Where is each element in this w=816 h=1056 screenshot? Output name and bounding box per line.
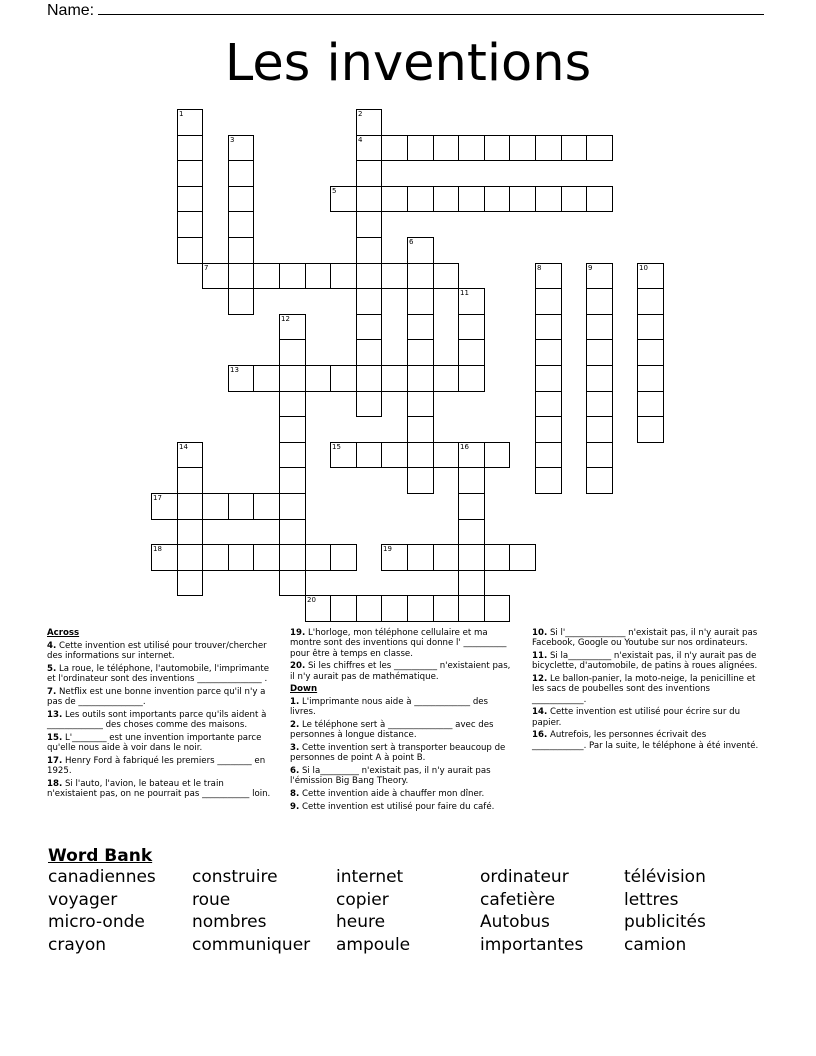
crossword-cell[interactable] bbox=[279, 570, 306, 596]
crossword-cell[interactable] bbox=[458, 314, 485, 340]
clue-number: 2 bbox=[358, 110, 363, 118]
crossword-cell[interactable] bbox=[637, 263, 664, 289]
crossword-cell[interactable] bbox=[228, 263, 254, 289]
clue-item bbox=[47, 664, 275, 685]
crossword-cell[interactable] bbox=[637, 339, 664, 366]
clue-text: Netflix est une bonne invention parce qu'il n'y a pas de _______________. bbox=[47, 686, 266, 707]
crossword-cell[interactable] bbox=[458, 544, 485, 571]
crossword-cell[interactable] bbox=[177, 519, 203, 545]
crossword-cell[interactable] bbox=[279, 519, 306, 545]
clue-number-label: 16. bbox=[532, 730, 548, 741]
clue-item bbox=[290, 766, 514, 787]
crossword-cell[interactable] bbox=[535, 365, 562, 392]
crossword-cell[interactable] bbox=[305, 595, 331, 622]
crossword-cell[interactable] bbox=[433, 595, 459, 622]
crossword-cell[interactable] bbox=[177, 544, 203, 571]
crossword-cell[interactable] bbox=[433, 135, 459, 161]
crossword-cell[interactable] bbox=[177, 160, 203, 187]
col1-list bbox=[47, 641, 275, 800]
crossword-cell[interactable] bbox=[561, 135, 587, 161]
clue-text: Le téléphone sert à _______________ avec des personnes à longue distance. bbox=[290, 719, 494, 741]
crossword-cell[interactable] bbox=[458, 339, 485, 366]
crossword-cell[interactable] bbox=[458, 135, 485, 161]
crossword-cell[interactable] bbox=[356, 314, 382, 340]
clue-number: 7 bbox=[204, 264, 209, 272]
crossword-cell[interactable] bbox=[637, 288, 664, 315]
crossword-cell[interactable] bbox=[381, 263, 408, 289]
crossword-cell[interactable] bbox=[279, 544, 306, 571]
crossword-cell[interactable] bbox=[279, 263, 306, 289]
crossword-cell[interactable] bbox=[305, 365, 331, 392]
name-label: Name: bbox=[47, 2, 95, 19]
crossword-cell[interactable] bbox=[356, 442, 382, 468]
clue-number: 6 bbox=[409, 238, 414, 246]
clue-text: Cette invention est utilisé pour écrire sur du papier. bbox=[532, 707, 741, 728]
clue-text: Si l'auto, l'avion, le bateau et le train n'existaient pas, on ne pourrait pas ___________ loin. bbox=[47, 778, 271, 799]
clue-number-label: 15. bbox=[47, 732, 63, 743]
crossword-cell[interactable] bbox=[458, 595, 485, 622]
word-bank-item: micro-onde bbox=[48, 912, 145, 933]
crossword-cell[interactable] bbox=[202, 263, 229, 289]
clue-number: 15 bbox=[332, 443, 341, 451]
crossword-cell[interactable] bbox=[433, 186, 459, 212]
word-bank-item: construire bbox=[192, 867, 278, 887]
word-bank-item: télévision bbox=[624, 867, 706, 887]
clue-number: 19 bbox=[383, 545, 392, 553]
clue-number-label: 12. bbox=[532, 673, 548, 684]
crossword-cell[interactable] bbox=[356, 135, 382, 161]
clues-column-1 bbox=[47, 628, 275, 802]
crossword-cell[interactable] bbox=[356, 237, 382, 264]
crossword-cell[interactable] bbox=[535, 391, 562, 417]
crossword-cell[interactable] bbox=[228, 365, 254, 392]
crossword-cell[interactable] bbox=[407, 365, 434, 392]
crossword-cell[interactable] bbox=[407, 595, 434, 622]
clue-number-label: 9. bbox=[290, 801, 300, 812]
crossword-cell[interactable] bbox=[356, 391, 382, 417]
crossword-cell[interactable] bbox=[586, 314, 613, 340]
clues-column-3 bbox=[532, 628, 762, 753]
clue-item bbox=[532, 730, 762, 751]
crossword-cell[interactable] bbox=[407, 314, 434, 340]
col2-across-list bbox=[290, 628, 514, 682]
crossword-cell[interactable] bbox=[458, 442, 485, 468]
down-heading: Down bbox=[290, 684, 318, 695]
crossword-cell[interactable] bbox=[381, 442, 408, 468]
crossword-cell[interactable] bbox=[407, 288, 434, 315]
crossword-cell[interactable] bbox=[433, 365, 459, 392]
crossword-cell[interactable] bbox=[458, 186, 485, 212]
word-bank-item: communiquer bbox=[192, 935, 311, 956]
crossword-cell[interactable] bbox=[228, 186, 254, 212]
crossword-cell[interactable] bbox=[586, 467, 613, 494]
clue-number: 16 bbox=[460, 443, 469, 451]
crossword-cell[interactable] bbox=[484, 544, 510, 571]
word-bank-item: ampoule bbox=[336, 935, 411, 956]
crossword-cell[interactable] bbox=[484, 135, 510, 161]
crossword-cell[interactable] bbox=[458, 570, 485, 596]
clue-text: Cette invention est utilisé pour trouver/chercher des informations sur internet. bbox=[47, 640, 267, 661]
crossword-cell[interactable] bbox=[381, 544, 408, 571]
clue-item bbox=[532, 707, 762, 728]
crossword-cell[interactable] bbox=[407, 416, 434, 443]
clue-item bbox=[532, 651, 762, 672]
crossword-cell[interactable] bbox=[279, 467, 306, 494]
crossword-cell[interactable] bbox=[356, 288, 382, 315]
crossword-cell[interactable] bbox=[535, 135, 562, 161]
clue-number-label: 13. bbox=[47, 709, 63, 720]
word-bank-item: heure bbox=[336, 912, 386, 933]
crossword-cell[interactable] bbox=[228, 544, 254, 571]
clue-text: Cette invention est utilisé pour faire du café. bbox=[299, 801, 495, 812]
crossword-cell[interactable] bbox=[279, 339, 306, 366]
clue-number-label: 20. bbox=[290, 661, 306, 672]
crossword-cell[interactable] bbox=[509, 186, 536, 212]
clue-item bbox=[47, 710, 275, 731]
crossword-cell[interactable] bbox=[407, 467, 434, 494]
word-bank-item: camion bbox=[624, 935, 687, 956]
crossword-cell[interactable] bbox=[253, 544, 280, 571]
crossword-cell[interactable] bbox=[509, 135, 536, 161]
crossword-cell[interactable] bbox=[433, 442, 459, 468]
clue-number-label: 5. bbox=[47, 663, 57, 674]
crossword-cell[interactable] bbox=[381, 135, 408, 161]
word-bank-item: importantes bbox=[480, 935, 584, 956]
crossword-cell[interactable] bbox=[535, 416, 562, 443]
clue-item bbox=[47, 687, 275, 708]
name-field[interactable] bbox=[47, 0, 764, 20]
crossword-cell[interactable] bbox=[381, 595, 408, 622]
clue-number: 20 bbox=[307, 596, 316, 604]
crossword-cell[interactable] bbox=[407, 391, 434, 417]
crossword-cell[interactable] bbox=[279, 416, 306, 443]
crossword-cell[interactable] bbox=[279, 493, 306, 520]
clue-number-label: 4. bbox=[47, 640, 57, 651]
clue-number: 14 bbox=[179, 443, 188, 451]
crossword-cell[interactable] bbox=[177, 135, 203, 161]
word-bank-item: nombres bbox=[192, 912, 267, 933]
crossword-cell[interactable] bbox=[535, 339, 562, 366]
crossword-cell[interactable] bbox=[177, 237, 203, 264]
crossword-cell[interactable] bbox=[279, 314, 306, 340]
crossword-cell[interactable] bbox=[586, 365, 613, 392]
word-bank-item: ordinateur bbox=[480, 867, 569, 887]
crossword-cell[interactable] bbox=[330, 365, 357, 392]
clue-number-label: 6. bbox=[290, 765, 300, 776]
crossword-cell[interactable] bbox=[535, 467, 562, 494]
clue-number-label: 17. bbox=[47, 755, 63, 766]
crossword-cell[interactable] bbox=[151, 493, 178, 520]
clue-text: Cette invention aide à chauffer mon dîner. bbox=[299, 788, 485, 799]
crossword-cell[interactable] bbox=[279, 442, 306, 468]
crossword-cell[interactable] bbox=[433, 544, 459, 571]
word-bank-item: canadiennes bbox=[48, 867, 156, 887]
crossword-cell[interactable] bbox=[356, 595, 382, 622]
crossword-cell[interactable] bbox=[458, 288, 485, 315]
crossword-cell[interactable] bbox=[484, 595, 510, 622]
crossword-cell[interactable] bbox=[535, 288, 562, 315]
clue-number-label: 10. bbox=[532, 628, 548, 638]
crossword-cell[interactable] bbox=[228, 135, 254, 161]
crossword-cell[interactable] bbox=[253, 493, 280, 520]
crossword-cell[interactable] bbox=[433, 263, 459, 289]
clue-item bbox=[47, 779, 275, 800]
clues-column-2 bbox=[290, 628, 514, 814]
crossword-cell[interactable] bbox=[484, 442, 510, 468]
crossword-cell[interactable] bbox=[407, 442, 434, 468]
page-title: Les inventions bbox=[224, 34, 592, 93]
clue-number: 13 bbox=[230, 366, 239, 374]
crossword-cell[interactable] bbox=[177, 570, 203, 596]
clue-item bbox=[290, 720, 514, 741]
col2-down-list bbox=[290, 697, 514, 812]
clue-item bbox=[290, 661, 514, 682]
word-bank-item: voyager bbox=[48, 889, 118, 910]
crossword-cell[interactable] bbox=[151, 544, 178, 571]
clue-number-label: 7. bbox=[47, 686, 57, 697]
crossword-cell[interactable] bbox=[177, 211, 203, 238]
crossword-cell[interactable] bbox=[356, 339, 382, 366]
crossword-cell[interactable] bbox=[202, 544, 229, 571]
crossword-cell[interactable] bbox=[356, 263, 382, 289]
clue-item bbox=[532, 674, 762, 705]
clue-item bbox=[47, 756, 275, 777]
name-underline[interactable] bbox=[98, 0, 764, 15]
crossword-cell[interactable] bbox=[637, 416, 664, 443]
crossword-cell[interactable] bbox=[637, 391, 664, 417]
clue-text: Autrefois, les personnes écrivait des ____________. Par la suite, le téléphone à été inventé. bbox=[532, 730, 759, 751]
clue-number: 17 bbox=[153, 494, 162, 502]
crossword-cell[interactable] bbox=[253, 263, 280, 289]
crossword-cell[interactable] bbox=[407, 544, 434, 571]
crossword-cell[interactable] bbox=[177, 186, 203, 212]
crossword-cell[interactable] bbox=[330, 263, 357, 289]
word-bank bbox=[48, 866, 768, 957]
crossword-cell[interactable] bbox=[407, 237, 434, 264]
clue-text: Le ballon-panier, la moto-neige, la penicilline et les sacs de poubelles sont des inventions ____________. bbox=[532, 673, 756, 705]
crossword-cell[interactable] bbox=[330, 186, 357, 212]
crossword-cell[interactable] bbox=[561, 186, 587, 212]
clue-number: 3 bbox=[230, 136, 235, 144]
word-bank-item: cafetière bbox=[480, 889, 556, 910]
crossword-cell[interactable] bbox=[356, 365, 382, 392]
clue-number: 5 bbox=[332, 187, 337, 195]
clue-number-label: 19. bbox=[290, 628, 306, 638]
word-bank-item: internet bbox=[336, 867, 404, 887]
crossword-cell[interactable] bbox=[177, 467, 203, 494]
crossword-cell[interactable] bbox=[586, 339, 613, 366]
crossword-cell[interactable] bbox=[356, 186, 382, 212]
crossword-cell[interactable] bbox=[535, 186, 562, 212]
clue-item bbox=[290, 743, 514, 764]
clue-number: 4 bbox=[358, 136, 363, 144]
crossword-cell[interactable] bbox=[228, 288, 254, 315]
clue-item bbox=[290, 628, 514, 659]
clue-item bbox=[47, 733, 275, 754]
across-heading: Across bbox=[47, 628, 80, 638]
clue-number: 8 bbox=[537, 264, 542, 272]
crossword-cell[interactable] bbox=[330, 544, 357, 571]
clue-text: Si la_________ n'existait pas, il n'y aurait pas l'émission Big Bang Theory. bbox=[290, 765, 491, 787]
crossword-cell[interactable] bbox=[535, 263, 562, 289]
crossword-cell[interactable] bbox=[356, 109, 382, 136]
clue-item bbox=[290, 802, 514, 812]
clue-number-label: 2. bbox=[290, 719, 300, 730]
crossword-cell[interactable] bbox=[586, 416, 613, 443]
crossword-cell[interactable] bbox=[305, 263, 331, 289]
clue-text: Si les chiffres et les __________ n'existaient pas, il n'y aurait pas de mathématique. bbox=[290, 661, 511, 682]
crossword-cell[interactable] bbox=[637, 314, 664, 340]
clue-number: 18 bbox=[153, 545, 162, 553]
crossword-cell[interactable] bbox=[202, 493, 229, 520]
clue-number: 10 bbox=[639, 264, 648, 272]
clue-number: 1 bbox=[179, 110, 184, 118]
crossword-cell[interactable] bbox=[228, 160, 254, 187]
crossword-cell[interactable] bbox=[407, 135, 434, 161]
clue-number: 12 bbox=[281, 315, 290, 323]
crossword-cell[interactable] bbox=[305, 544, 331, 571]
clue-number-label: 1. bbox=[290, 696, 300, 707]
crossword-cell[interactable] bbox=[279, 391, 306, 417]
crossword-cell[interactable] bbox=[381, 186, 408, 212]
clue-text: Henry Ford à fabriqué les premiers ________ en 1925. bbox=[47, 755, 266, 776]
clue-item bbox=[290, 789, 514, 799]
crossword-cell[interactable] bbox=[458, 519, 485, 545]
word-bank-item: copier bbox=[336, 889, 389, 910]
crossword-cell[interactable] bbox=[407, 186, 434, 212]
clue-text: Cette invention sert à transporter beaucoup de personnes de point A à point B. bbox=[290, 742, 506, 764]
crossword-cell[interactable] bbox=[484, 186, 510, 212]
crossword-cell[interactable] bbox=[535, 442, 562, 468]
crossword-cell[interactable] bbox=[330, 442, 357, 468]
clue-text: Si l'______________ n'existait pas, il n'y aurait pas Facebook, Google ou Youtube sur nos ordinateurs. bbox=[532, 628, 758, 649]
clue-text: Si la__________ n'existait pas, il n'y aurait pas de bicyclette, d'automobile, de patins à roues alignées. bbox=[532, 650, 758, 672]
word-bank-item: roue bbox=[192, 889, 231, 910]
crossword-cell[interactable] bbox=[279, 365, 306, 392]
crossword-cell[interactable] bbox=[356, 160, 382, 187]
clue-number-label: 18. bbox=[47, 778, 63, 789]
clue-text: L'imprimante nous aide à _____________ des livres. bbox=[290, 696, 489, 718]
crossword-cell[interactable] bbox=[407, 263, 434, 289]
word-bank-item: lettres bbox=[624, 889, 679, 910]
crossword-cell[interactable] bbox=[458, 493, 485, 520]
clue-number: 11 bbox=[460, 289, 469, 297]
crossword-cell[interactable] bbox=[458, 365, 485, 392]
clue-number: 9 bbox=[588, 264, 593, 272]
crossword-cell[interactable] bbox=[586, 186, 613, 212]
crossword-cell[interactable] bbox=[356, 211, 382, 238]
crossword-cell[interactable] bbox=[586, 391, 613, 417]
word-bank-item: crayon bbox=[48, 935, 106, 956]
word-bank-item: publicités bbox=[624, 912, 706, 933]
crossword-cell[interactable] bbox=[381, 365, 408, 392]
crossword-cell[interactable] bbox=[586, 263, 613, 289]
crossword-cell[interactable] bbox=[177, 493, 203, 520]
crossword-cell[interactable] bbox=[586, 288, 613, 315]
word-bank-title: Word Bank bbox=[48, 846, 153, 866]
crossword-cell[interactable] bbox=[509, 544, 536, 571]
crossword-cell[interactable] bbox=[535, 314, 562, 340]
clue-item bbox=[290, 697, 514, 718]
crossword-cell[interactable] bbox=[586, 135, 613, 161]
crossword-cell[interactable] bbox=[228, 493, 254, 520]
clue-number-label: 14. bbox=[532, 707, 548, 718]
crossword-cell[interactable] bbox=[330, 595, 357, 622]
crossword-cell[interactable] bbox=[637, 365, 664, 392]
clue-text: L'________ est une invention importante parce qu'elle nous aide à voir dans le noir. bbox=[47, 732, 262, 753]
clue-number-label: 3. bbox=[290, 742, 300, 753]
crossword-cell[interactable] bbox=[177, 442, 203, 468]
clue-item bbox=[47, 641, 275, 662]
crossword-cell[interactable] bbox=[586, 442, 613, 468]
clue-text: Les outils sont importants parce qu'ils aident à _____________ des choses comme des maisons. bbox=[47, 709, 267, 730]
crossword-cell[interactable] bbox=[228, 237, 254, 264]
clue-item bbox=[532, 628, 762, 649]
word-bank-item: Autobus bbox=[480, 912, 550, 933]
clue-text: La roue, le téléphone, l'automobile, l'imprimante et l'ordinateur sont des inventions _______________ . bbox=[47, 663, 269, 684]
crossword-cell[interactable] bbox=[458, 467, 485, 494]
crossword-cell[interactable] bbox=[228, 211, 254, 238]
clue-number-label: 11. bbox=[532, 650, 548, 661]
col3-list bbox=[532, 628, 762, 751]
crossword-cell[interactable] bbox=[407, 339, 434, 366]
crossword-cell[interactable] bbox=[177, 109, 203, 136]
crossword-cell[interactable] bbox=[253, 365, 280, 392]
clue-text: L'horloge, mon téléphone cellulaire et ma montre sont des inventions qui donne l' __________ pour être à temps en classe. bbox=[290, 628, 507, 659]
clue-number-label: 8. bbox=[290, 788, 300, 799]
